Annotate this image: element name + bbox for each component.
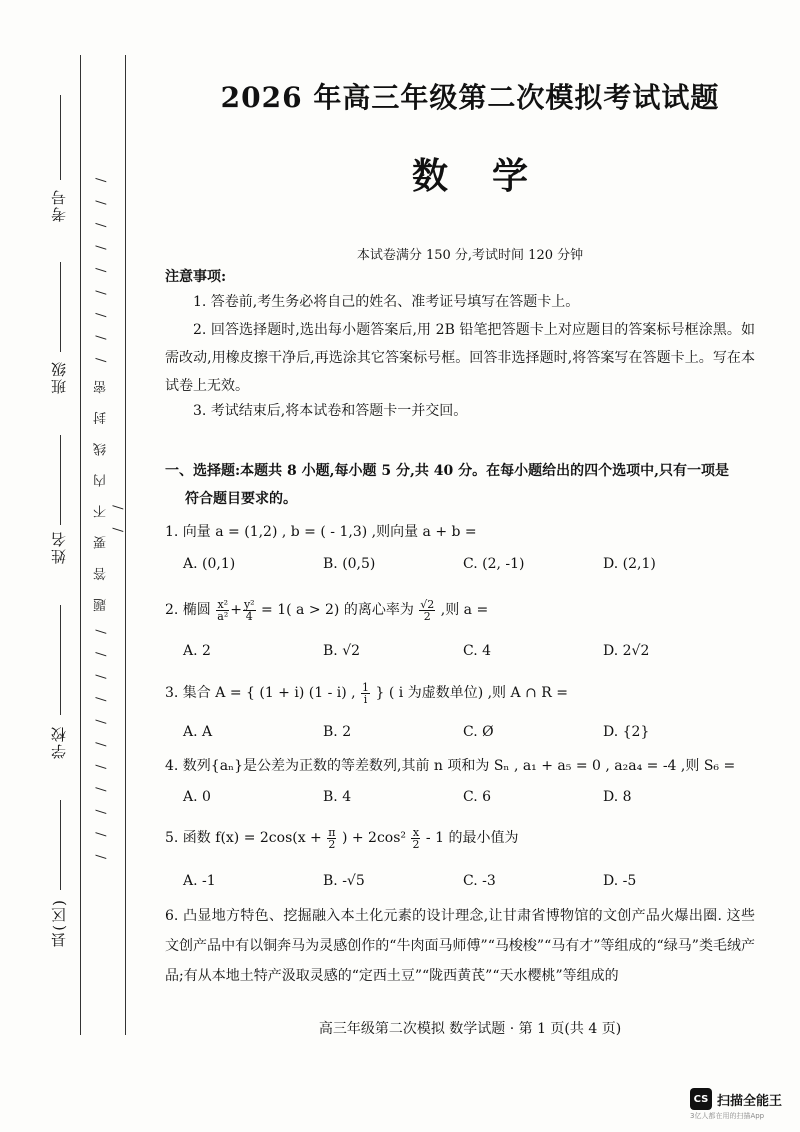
- question-2-frac-e: [419, 599, 435, 622]
- field-school-line: [60, 605, 61, 715]
- question-1-option-d: D. (2,1): [603, 556, 656, 572]
- question-5-stem-part1: 5. 函数 f(x) = 2cos(x +: [165, 830, 322, 846]
- question-2-frac-x: [216, 599, 229, 622]
- question-5-frac-x: [411, 827, 420, 850]
- question-5-option-a: A. -1: [183, 873, 216, 889]
- question-5-frac-pi: [327, 827, 336, 850]
- subject-title: 数学: [411, 155, 572, 197]
- frac-numerator: 1: [362, 680, 370, 694]
- question-4-option-d: D. 8: [603, 789, 632, 805]
- field-school-label: 学校: [50, 725, 68, 759]
- question-3-stem-part1: 3. 集合 A = { (1 + i) (1 - i) ,: [165, 685, 356, 701]
- field-exam-number-line: [60, 95, 61, 180]
- notice-heading: 注意事项:: [165, 269, 227, 285]
- section-heading-line2: 符合题目要求的。: [185, 491, 297, 507]
- field-name-label: 姓名: [50, 530, 68, 564]
- field-exam-number-label: 考号: [50, 188, 68, 222]
- camscanner-logo-icon: CS: [690, 1088, 712, 1110]
- question-2-frac-y: [243, 599, 256, 622]
- question-3-stem: [165, 679, 755, 707]
- watermark-tagline: 3亿人都在用的扫描App: [690, 1112, 765, 1120]
- question-1-option-a: A. (0,1): [183, 556, 236, 572]
- question-6-stem: 6. 凸显地方特色、挖掘融入本土化元素的设计理念,让甘肃省博物馆的文创产品火爆出圈. 这些文创产品中有以铜奔马为灵感创作的“牛肉面马师傅”“马梭梭”“马有才”等组成的“绿马”类毛绒产品;有从本地土特产汲取灵感的“定西土豆”“陇西黄芪”“天水樱桃”等组成的: [165, 908, 755, 984]
- field-class-line: [60, 262, 61, 352]
- question-4-option-b: B. 4: [323, 789, 352, 805]
- notice-item-1: 1. 答卷前,考生务必将自己的姓名、准考证号填写在答题卡上。: [193, 294, 580, 310]
- section-heading: [165, 457, 755, 513]
- question-3-option-b: B. 2: [323, 724, 352, 740]
- question-5-option-d: D. -5: [603, 873, 637, 889]
- frac-numerator: x²: [217, 597, 229, 611]
- question-2-option-d: D. 2√2: [603, 643, 650, 659]
- question-2-option-b: B. √2: [323, 643, 361, 659]
- question-5-option-b: B. -√5: [323, 873, 365, 889]
- question-4-options: [183, 789, 743, 805]
- question-2-stem-part1: 2. 椭圆: [165, 602, 211, 618]
- frac-denominator: 2: [423, 609, 431, 623]
- question-4-option-a: A. 0: [183, 789, 211, 805]
- question-1-options: [183, 556, 743, 572]
- frac-numerator: y²: [243, 597, 255, 611]
- binding-line-outer: [80, 55, 81, 1035]
- question-2-options: [183, 643, 743, 659]
- field-district-label: 县(区): [50, 898, 68, 948]
- seal-line-text: / / / / / / / / / / / 题 答 要 不 内 线 封 密 / / / / / / / / / / /: [94, 170, 126, 860]
- question-3-options: [183, 724, 743, 740]
- field-district-line: [60, 800, 61, 890]
- watermark-name: 扫描全能王: [717, 1093, 783, 1109]
- question-4-stem: 4. 数列{aₙ}是公差为正数的等差数列,其前 n 项和为 Sₙ , a₁ + a₅ = 0 , a₂a₄ = -4 ,则 S₆ =: [165, 758, 736, 774]
- question-3-option-c: C. Ø: [463, 724, 494, 740]
- question-1-option-b: B. (0,5): [323, 556, 376, 572]
- field-class-label: 班级: [50, 360, 68, 394]
- field-name-line: [60, 435, 61, 525]
- question-2-option-c: C. 4: [463, 643, 492, 659]
- frac-denominator: a²: [217, 609, 229, 623]
- scanner-watermark: [690, 1088, 782, 1110]
- question-5-stem-part3: - 1 的最小值为: [425, 830, 519, 846]
- binding-line-inner: [125, 55, 126, 1035]
- frac-denominator: 2: [412, 837, 420, 851]
- question-2-stem-part2: = 1( a > 2) 的离心率为: [261, 602, 414, 618]
- exam-title: 2026 年高三年级第二次模拟考试试题: [220, 81, 720, 114]
- frac-numerator: √2: [420, 597, 435, 611]
- question-3-stem-part2: } ( i 为虚数单位) ,则 A ∩ R =: [375, 685, 568, 701]
- section-heading-line1: 一、选择题:本题共 8 小题,每小题 5 分,共 40 分。在每小题给出的四个选项中,只有一项是: [165, 463, 729, 479]
- page-footer: 高三年级第二次模拟 数学试题 · 第 1 页(共 4 页): [318, 1021, 622, 1037]
- frac-denominator: 4: [245, 609, 253, 623]
- question-5-stem-part2: ) + 2cos²: [341, 830, 407, 846]
- question-2-stem: 2. 椭圆 $\frac{\text{x²}}{\text{a²}}$ + $\frac{\text{y²}}{4}$ = 1( a > 2) 的离心率为 $\frac{√2}{2}$ ,则 a =: [165, 597, 489, 623]
- question-5-stem: [165, 824, 755, 852]
- question-1-stem: 1. 向量 a = (1,2) , b = ( - 1,3) ,则向量 a + b =: [165, 524, 477, 540]
- question-5-option-c: C. -3: [463, 873, 496, 889]
- question-2-option-a: A. 2: [183, 643, 211, 659]
- frac-numerator: x: [412, 825, 420, 839]
- question-5-options: [183, 873, 743, 889]
- question-3-option-a: A. A: [183, 724, 213, 740]
- notice-item-2: 2. 回答选择题时,选出每小题答案后,用 2B 铅笔把答题卡上对应题目的答案标号框涂黑。如需改动,用橡皮擦干净后,再选涂其它答案标号框。回答非选择题时,将答案写在答题卡上。写在本试卷上无效。: [165, 322, 755, 394]
- question-4-option-c: C. 6: [463, 789, 492, 805]
- frac-numerator: π: [328, 825, 336, 839]
- frac-denominator: 2: [328, 837, 336, 851]
- frac-denominator: i: [363, 692, 368, 706]
- exam-meta: 本试卷满分 150 分,考试时间 120 分钟: [356, 248, 584, 263]
- question-2-stem-part3: ,则 a =: [440, 602, 489, 618]
- question-3-frac: [361, 682, 370, 705]
- question-3-option-d: D. {2}: [603, 724, 650, 740]
- notice-item-3: 3. 考试结束后,将本试卷和答题卡一并交回。: [193, 403, 468, 419]
- question-1-option-c: C. (2, -1): [463, 556, 525, 572]
